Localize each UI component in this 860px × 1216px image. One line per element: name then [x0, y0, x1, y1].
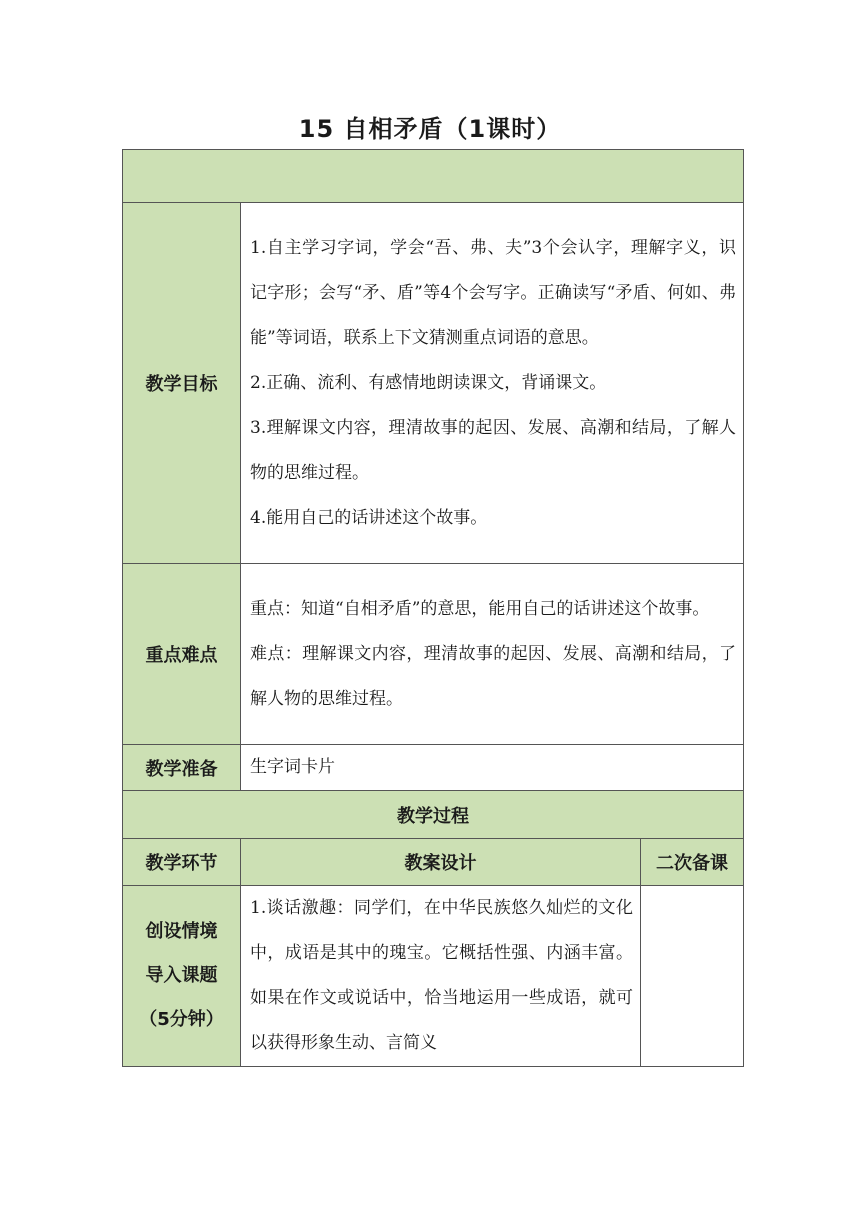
objective-item: 1.自主学习字词，学会“吾、弗、夫”3个会认字，理解字义，识记字形；会写“矛、盾”等4个会写字。正确读写“矛盾、何如、弗能”等词语，联系上下文猜测重点词语的意思。 — [250, 237, 737, 348]
process-header-row — [123, 791, 744, 839]
lesson-plan-table — [122, 149, 744, 1067]
key-points-row — [123, 564, 744, 745]
preparation-label: 教学准备 — [123, 745, 241, 791]
col-design-header: 教案设计 — [241, 839, 641, 886]
process-header: 教学过程 — [123, 791, 744, 839]
process-row — [123, 886, 744, 1067]
preparation-row — [123, 745, 744, 791]
objective-item: 4.能用自己的话讲述这个故事。 — [250, 507, 488, 528]
design-text: 1.谈话激趣：同学们，在中华民族悠久灿烂的文化中，成语是其中的瑰宝。它概括性强、内涵丰富。如果在作文或说话中，恰当地运用一些成语，就可以获得形象生动、言简义 — [250, 898, 633, 1053]
page-title: 15 自相矛盾（1课时） — [298, 115, 562, 143]
col-second-header: 二次备课 — [641, 839, 744, 886]
design-cell — [241, 886, 641, 1067]
second-prep-cell — [641, 886, 744, 1067]
stage-line: 导入课题 — [145, 965, 218, 986]
objective-item: 2.正确、流利、有感情地朗读课文，背诵课文。 — [250, 372, 607, 393]
objectives-label: 教学目标 — [123, 203, 241, 564]
stage-duration: （5分钟） — [139, 1009, 224, 1030]
objectives-row — [123, 203, 744, 564]
key-point-difficulty: 难点：理解课文内容，理清故事的起因、发展、高潮和结局，了解人物的思维过程。 — [250, 643, 737, 709]
objectives-content — [241, 203, 744, 564]
stage-line: 创设情境 — [145, 921, 218, 942]
key-points-content — [241, 564, 744, 745]
blank-header-row — [123, 150, 744, 203]
key-points-label: 重点难点 — [123, 564, 241, 745]
process-columns-row — [123, 839, 744, 886]
preparation-value: 生字词卡片 — [241, 745, 744, 791]
key-point-focus: 重点：知道“自相矛盾”的意思，能用自己的话讲述这个故事。 — [250, 598, 710, 619]
stage-cell — [123, 886, 241, 1067]
blank-header-cell — [123, 150, 744, 203]
col-stage-header: 教学环节 — [123, 839, 241, 886]
objective-item: 3.理解课文内容，理清故事的起因、发展、高潮和结局，了解人物的思维过程。 — [250, 417, 737, 483]
